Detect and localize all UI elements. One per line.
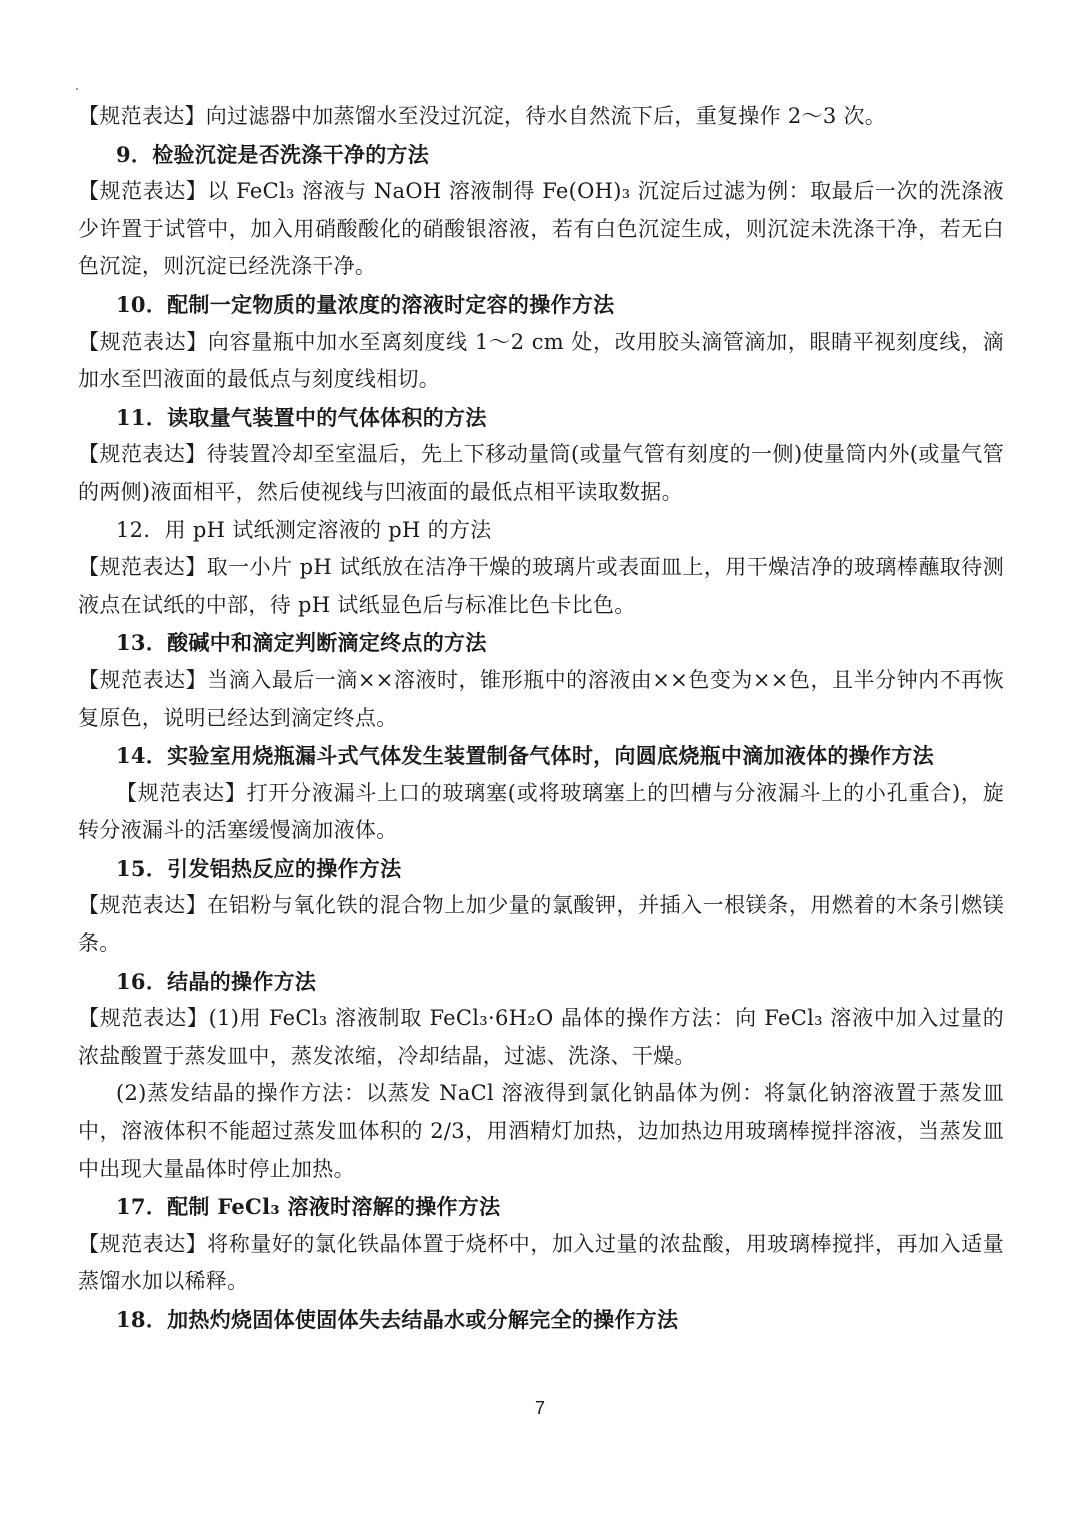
- heading-16: 16．结晶的操作方法: [116, 968, 317, 994]
- paragraph-11: 【规范表达】待装置冷却至室温后，先上下移动量筒(或量气管有刻度的一侧)使量筒内外(或量气管的两侧)液面相平，然后使视线与凹液面的最低点相平读取数据。: [78, 442, 1004, 504]
- document-body: [78, 98, 1004, 1339]
- paragraph-filter-wash: 【规范表达】向过滤器中加蒸馏水至没过沉淀，待水自然流下后，重复操作 2～3 次。: [78, 104, 887, 128]
- heading-12: 12．用 pH 试纸测定溶液的 pH 的方法: [116, 517, 492, 542]
- heading-15: 15．引发铝热反应的操作方法: [116, 855, 402, 881]
- paragraph-16-1: 【规范表达】(1)用 FeCl₃ 溶液制取 FeCl₃·6H₂O 晶体的操作方法：向 FeCl₃ 溶液中加入过量的浓盐酸置于蒸发皿中，蒸发浓缩，冷却结晶，过滤、洗涤、干燥。: [78, 1006, 1004, 1068]
- paragraph-13: 【规范表达】当滴入最后一滴××溶液时，锥形瓶中的溶液由××色变为××色，且半分钟内不再恢复原色，说明已经达到滴定终点。: [78, 667, 1004, 730]
- heading-10: 10．配制一定物质的量浓度的溶液时定容的操作方法: [116, 291, 615, 317]
- paragraph-17: 【规范表达】将称量好的氯化铁晶体置于烧杯中，加入过量的浓盐酸，用玻璃棒搅拌，再加入适量蒸馏水加以稀释。: [78, 1231, 1004, 1294]
- heading-17: 17．配制 FeCl₃ 溶液时溶解的操作方法: [116, 1194, 501, 1220]
- paragraph-12: 【规范表达】取一小片 pH 试纸放在洁净干燥的玻璃片或表面皿上，用干燥洁净的玻璃棒蘸取待测液点在试纸的中部，待 pH 试纸显色后与标准比色卡比色。: [78, 555, 1004, 617]
- heading-13: 13．酸碱中和滴定判断滴定终点的方法: [116, 630, 487, 656]
- paragraph-16-2: (2)蒸发结晶的操作方法：以蒸发 NaCl 溶液得到氯化钠晶体为例：将氯化钠溶液置于蒸发皿中，溶液体积不能超过蒸发皿体积的 2/3，用酒精灯加热，边加热边用玻璃棒搅拌溶液，当蒸发皿中出现大量晶体时停止加热。: [78, 1081, 1004, 1181]
- paragraph-15: 【规范表达】在铝粉与氧化铁的混合物上加少量的氯酸钾，并插入一根镁条，用燃着的木条引燃镁条。: [78, 893, 1004, 956]
- scan-mark: [76, 88, 78, 90]
- paragraph-9: 【规范表达】以 FeCl₃ 溶液与 NaOH 溶液制得 Fe(OH)₃ 沉淀后过滤为例：取最后一次的洗涤液少许置于试管中，加入用硝酸酸化的硝酸银溶液，若有白色沉淀生成，则沉淀未洗涤干净，若无白色沉淀，则沉淀已经洗涤干净。: [78, 179, 1004, 279]
- heading-18: 18．加热灼烧固体使固体失去结晶水或分解完全的操作方法: [116, 1307, 679, 1332]
- page-number: 7: [534, 1398, 545, 1418]
- heading-9: 9．检验沉淀是否洗涤干净的方法: [116, 141, 430, 167]
- heading-14: 14．实验室用烧瓶漏斗式气体发生装置制备气体时，向圆底烧瓶中滴加液体的操作方法: [116, 743, 934, 769]
- paragraph-10: 【规范表达】向容量瓶中加水至离刻度线 1～2 cm 处，改用胶头滴管滴加，眼睛平视刻度线，滴加水至凹液面的最低点与刻度线相切。: [78, 329, 1004, 392]
- heading-11: 11．读取量气装置中的气体体积的方法: [116, 404, 487, 430]
- paragraph-14: 【规范表达】打开分液漏斗上口的玻璃塞(或将玻璃塞上的凹槽与分液漏斗上的小孔重合)，旋转分液漏斗的活塞缓慢滴加液体。: [78, 780, 1004, 843]
